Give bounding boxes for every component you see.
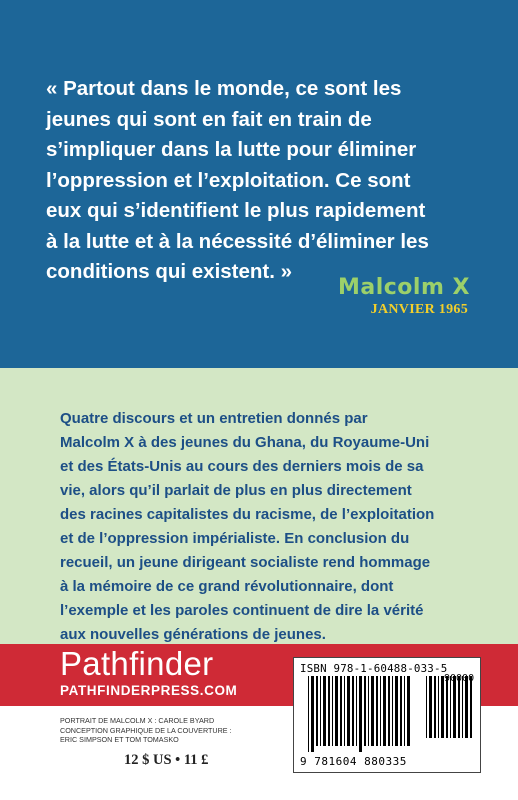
description-line: aux nouvelles générations de jeunes. bbox=[60, 626, 326, 643]
barcode-bar bbox=[392, 676, 393, 746]
quote-line: à la lutte et à la nécessité d’éliminer les bbox=[46, 229, 429, 253]
barcode-bar bbox=[328, 676, 330, 746]
barcode-bar bbox=[347, 676, 350, 746]
description-line: des racines capitalistes du racisme, de l’exploitation bbox=[60, 506, 435, 523]
barcode-bar bbox=[308, 676, 309, 752]
barcode-bar bbox=[429, 676, 432, 738]
barcode-bar bbox=[323, 676, 326, 746]
barcode-bar bbox=[407, 676, 410, 746]
book-price: 12 $ US • 11 £ bbox=[124, 752, 209, 768]
barcode-bar bbox=[453, 676, 456, 738]
barcode-bar bbox=[316, 676, 318, 746]
barcode-bar bbox=[465, 676, 468, 738]
description-line: Quatre discours et un entretien donnés par bbox=[60, 410, 368, 427]
barcode-bar bbox=[332, 676, 333, 746]
barcode-bar bbox=[404, 676, 405, 746]
barcode-image bbox=[300, 676, 476, 756]
quote-text bbox=[46, 74, 486, 288]
barcode-bar bbox=[395, 676, 398, 746]
barcode-bar bbox=[368, 676, 369, 746]
description-line: et de l’oppression impérialiste. En conclusion du bbox=[60, 530, 410, 547]
barcode-bar bbox=[441, 676, 444, 738]
barcode-digits: 9 781604 880335 bbox=[300, 755, 407, 768]
quote-line: jeunes qui sont en fait en train de bbox=[46, 107, 372, 131]
barcode-bar bbox=[450, 676, 451, 738]
description-line: et des États-Unis au cours des derniers mois de sa bbox=[60, 458, 424, 475]
barcode-bar bbox=[434, 676, 436, 738]
quote-line: eux qui s’identifient le plus rapidement bbox=[46, 199, 426, 222]
publisher-website: PATHFINDERPRESS.COM bbox=[60, 683, 238, 698]
barcode-bar bbox=[438, 676, 439, 738]
barcode-bar bbox=[376, 676, 378, 746]
barcode-bar bbox=[380, 676, 381, 746]
quote-line: s’impliquer dans la lutte pour éliminer bbox=[46, 138, 417, 161]
barcode-bar bbox=[356, 676, 357, 746]
credit-line: ERIC SIMPSON ET TOM TOMASKO bbox=[60, 735, 179, 744]
description-line: à la mémoire de ce grand révolutionnaire, dont bbox=[60, 578, 394, 595]
barcode-bar bbox=[335, 676, 338, 746]
barcode-bar bbox=[371, 676, 374, 746]
quote-line: « Partout dans le monde, ce sont les bbox=[46, 77, 402, 100]
barcode-bar bbox=[364, 676, 366, 746]
description-text bbox=[60, 407, 490, 647]
barcode-bar bbox=[458, 676, 460, 738]
ean-bars bbox=[308, 676, 410, 752]
barcode-bar bbox=[311, 676, 314, 752]
barcode-bar bbox=[470, 676, 472, 738]
description-line: Malcolm X à des jeunes du Ghana, du Royaume-Uni bbox=[60, 434, 430, 451]
description-line: l’exemple et les paroles continuent de dire la vérité bbox=[60, 602, 424, 619]
quote-author: Malcolm X bbox=[337, 275, 470, 300]
barcode-bar bbox=[426, 676, 427, 738]
barcode-bar bbox=[462, 676, 463, 738]
addon-bars bbox=[426, 676, 472, 738]
isbn-text: ISBN 978-1-60488-033-5 bbox=[300, 662, 448, 675]
credit-line: CONCEPTION GRAPHIQUE DE LA COUVERTURE : bbox=[60, 725, 232, 735]
publisher-name: Pathfinder bbox=[60, 645, 214, 682]
barcode-bar bbox=[352, 676, 354, 746]
barcode-bar bbox=[344, 676, 345, 746]
cover-credits bbox=[60, 716, 290, 745]
barcode-bar bbox=[400, 676, 402, 746]
description-line: recueil, un jeune dirigeant socialiste rend hommage bbox=[60, 554, 431, 571]
quote-date: JANVIER 1965 bbox=[370, 302, 468, 317]
barcode-price-code: 90000 bbox=[444, 673, 475, 684]
description-line: vie, alors qu’il parlait de plus en plus directement bbox=[60, 482, 412, 499]
barcode-bar bbox=[383, 676, 386, 746]
quote-line: conditions qui existent. » bbox=[46, 260, 293, 283]
credit-line: PORTRAIT DE MALCOLM X : CAROLE BYARD bbox=[60, 716, 215, 725]
barcode-bar bbox=[388, 676, 390, 746]
barcode-bar bbox=[320, 676, 321, 746]
barcode-bar bbox=[340, 676, 342, 746]
barcode-bar bbox=[359, 676, 362, 752]
quote-line: l’oppression et l’exploitation. Ce sont bbox=[46, 168, 411, 192]
barcode-bar bbox=[446, 676, 448, 738]
